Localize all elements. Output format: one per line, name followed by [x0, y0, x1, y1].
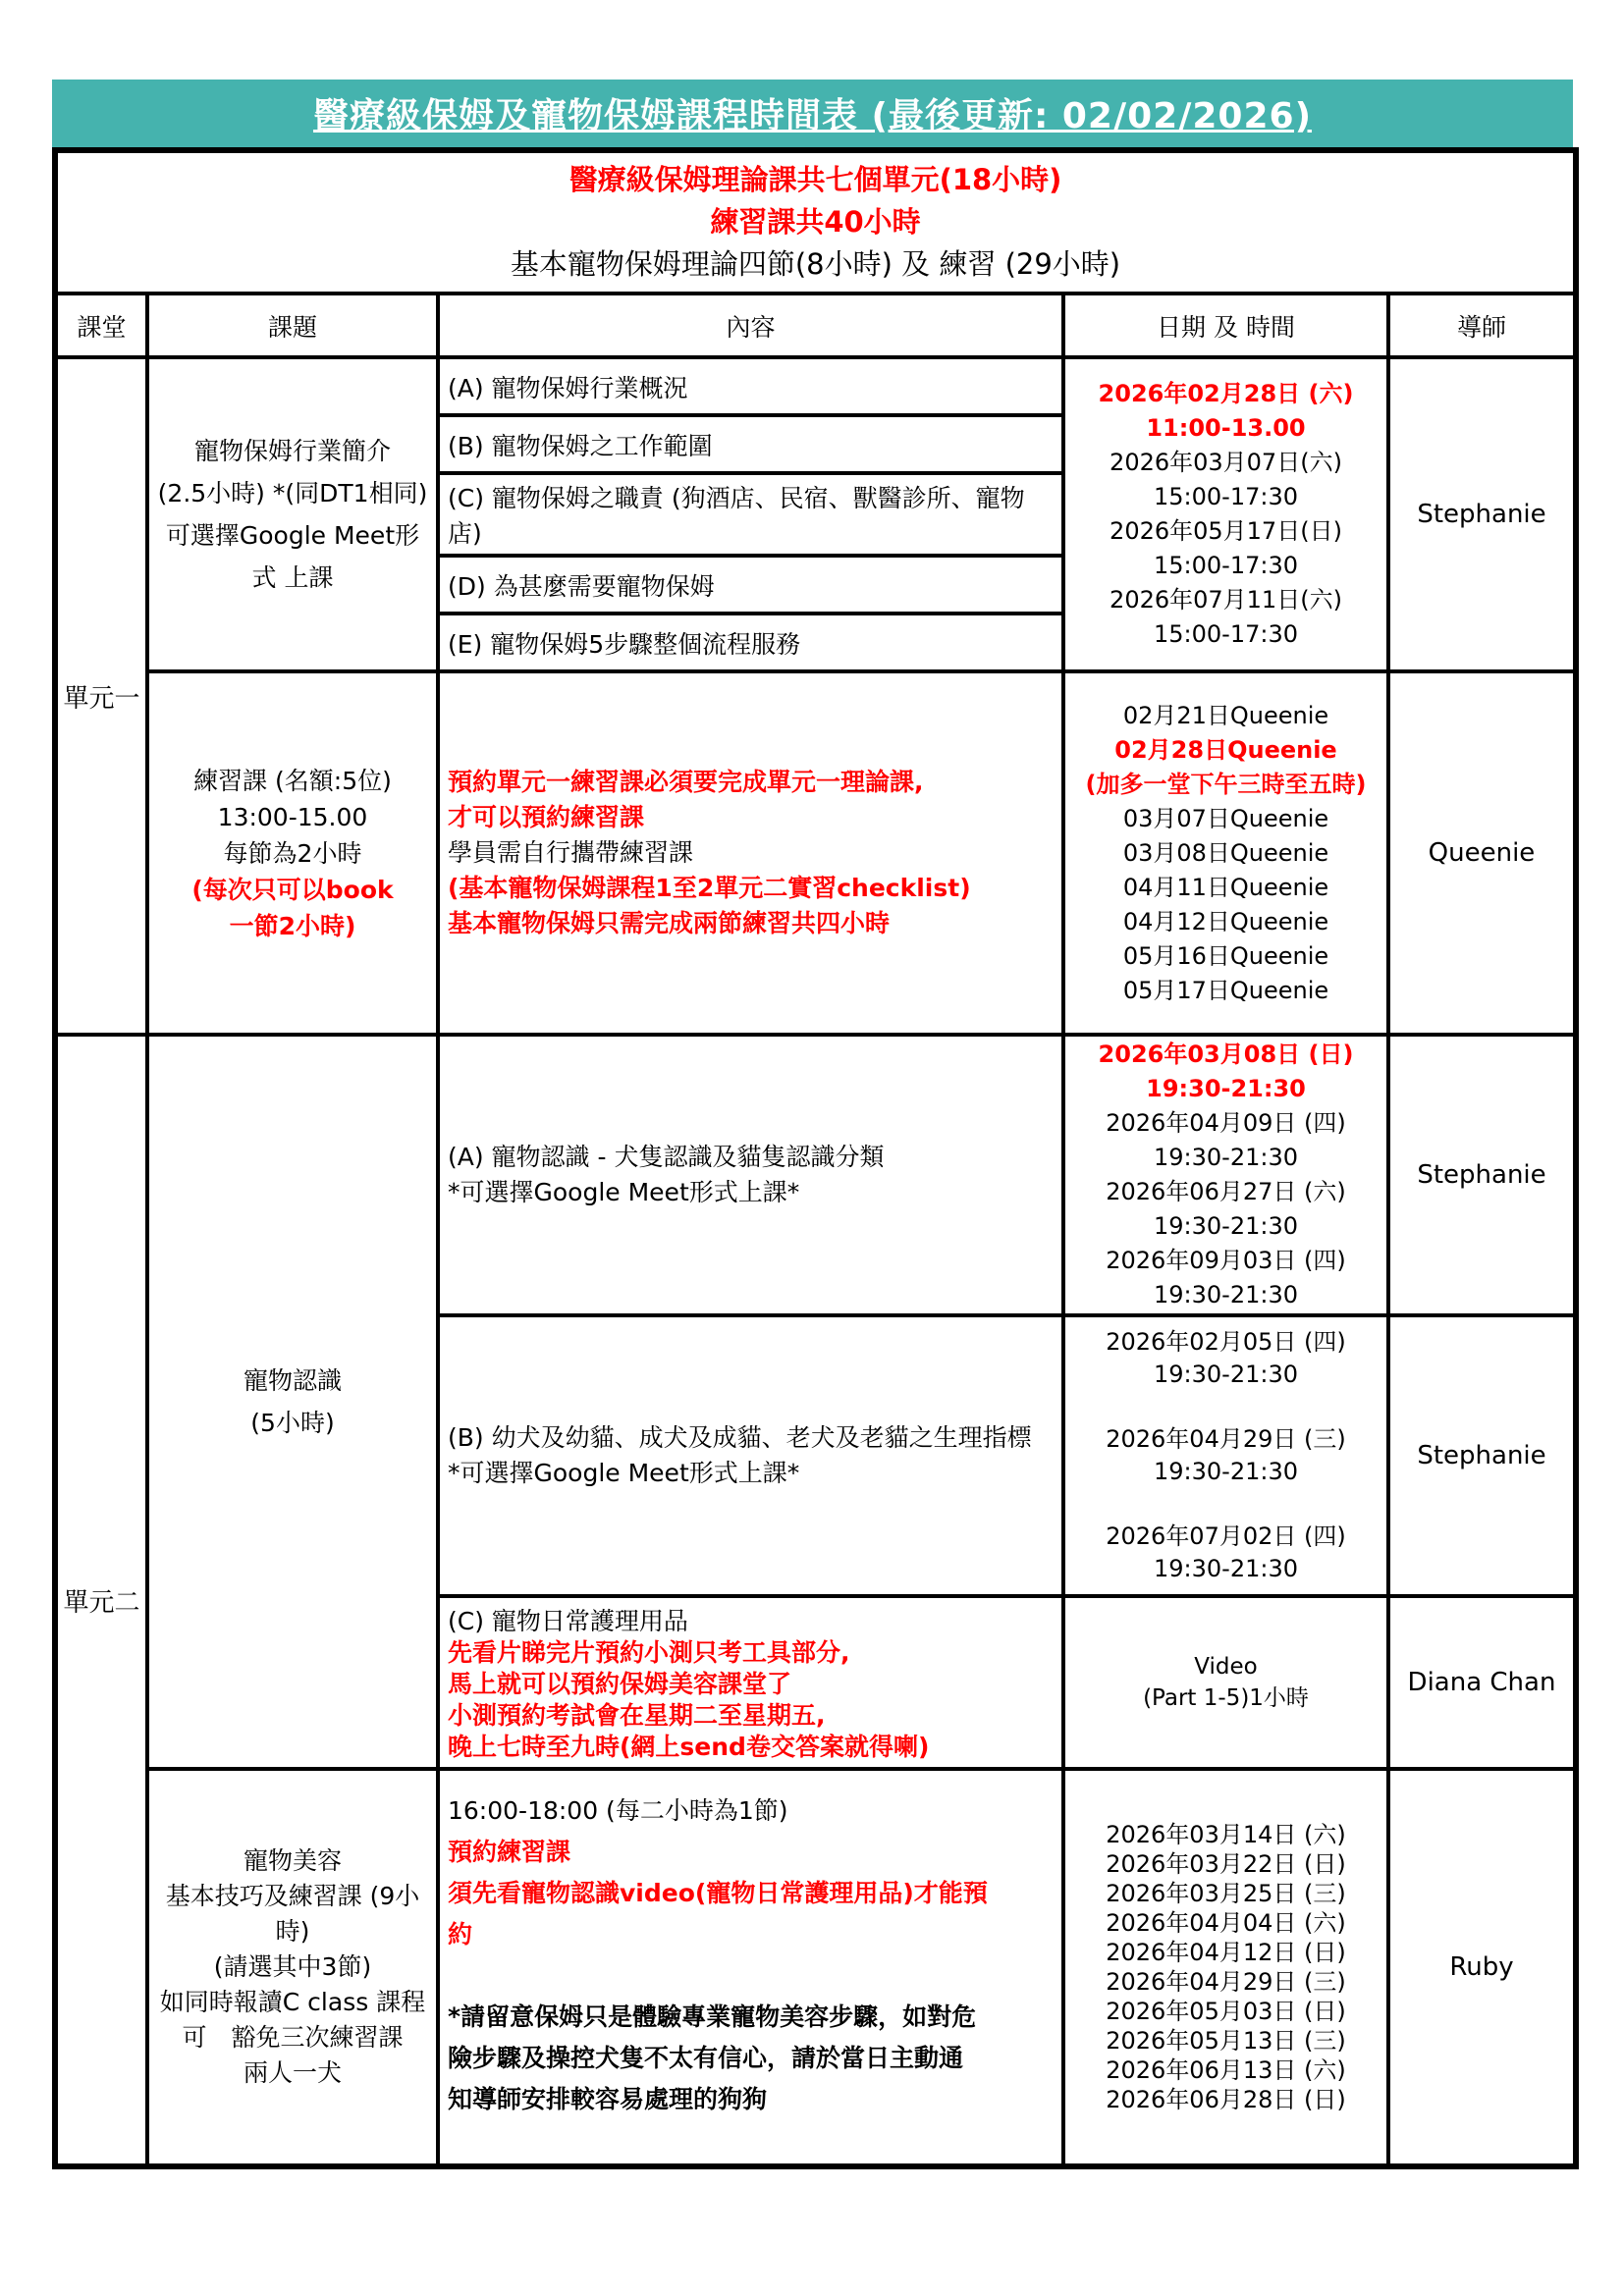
unit1-content-item-a: (A) 寵物保姆行業概況: [438, 357, 1063, 415]
unit1-theory-tutor-cell: Stephanie: [1388, 357, 1576, 671]
unit2-content-a-cell: (A) 寵物認識 - 犬隻認識及貓隻認識分類 *可選擇Google Meet形式上課*: [438, 1035, 1063, 1315]
unit1-practice-tutor-cell: Queenie: [1388, 671, 1576, 1035]
intro-row: [55, 150, 1576, 294]
unit2-label-cell: 單元二: [55, 1035, 147, 2166]
col-header-class: 課堂: [55, 294, 147, 357]
unit1-content-item-c: (C) 寵物保姆之職責 (狗酒店、民宿、獸醫診所、寵物店): [438, 473, 1063, 556]
unit1-theory-schedule-cell: 2026年02月28日 (六) 11:00-13.00 2026年03月07日(六) 15:00-17:30 2026年05月17日(日) 15:00-17:30 2026年07月11日(六) 15:00-17:30: [1063, 357, 1388, 671]
unit1-content-item-d: (D) 為甚麼需要寵物保姆: [438, 556, 1063, 614]
course-schedule-table: [52, 147, 1579, 2169]
unit1-theory-row-a: [55, 357, 1576, 415]
unit2-grooming-schedule-cell: 2026年03月14日 (六) 2026年03月22日 (日) 2026年03月25日 (三) 2026年04月04日 (六) 2026年04月12日 (日) 2026年04月29日 (三) 2026年05月03日 (日) 2026年05月13日 (三) 2026年06月13日 (六) 2026年06月28日 (日): [1063, 1769, 1388, 2166]
unit2-content-c-cell: (C) 寵物日常護理用品 先看片睇完片預約小測只考工具部分, 馬上就可以預約保姆美容課堂了 小測預約考試會在星期二至星期五, 晚上七時至九時(網上send卷交答案就得喇): [438, 1596, 1063, 1769]
unit1-practice-content-cell: 預約單元一練習課必須要完成單元一理論課, 才可以預約練習課 學員需自行攜帶練習課 (基本寵物保姆課程1至2單元二實習checklist) 基本寵物保姆只需完成兩節練習共四小時: [438, 671, 1063, 1035]
header-row: [55, 294, 1576, 357]
unit2-content-b-cell: (B) 幼犬及幼貓、成犬及成貓、老犬及老貓之生理指標 *可選擇Google Meet形式上課*: [438, 1315, 1063, 1596]
unit1-content-item-b: (B) 寵物保姆之工作範圍: [438, 415, 1063, 473]
unit2-grooming-content-cell: 16:00-18:00 (每二小時為1節) 預約練習課 須先看寵物認識video(寵物日常護理用品)才能預 約 *請留意保姆只是體驗專業寵物美容步驟，如對危 險步驟及操控犬隻不太有信心，請於當日主動通 知導師安排較容易處理的狗狗: [438, 1769, 1063, 2166]
unit1-theory-topic-cell: 寵物保姆行業簡介 (2.5小時) *(同DT1相同) 可選擇Google Meet形 式 上課: [147, 357, 438, 671]
unit1-content-item-e: (E) 寵物保姆5步驟整個流程服務: [438, 614, 1063, 671]
page-title: 醫療級保姆及寵物保姆課程時間表 (最後更新: 02/02/2026): [312, 96, 1313, 136]
unit1-practice-schedule-cell: 02月21日Queenie 02月28日Queenie (加多一堂下午三時至五時) 03月07日Queenie 03月08日Queenie 04月11日Queenie 04月12日Queenie 05月16日Queenie 05月17日Queenie: [1063, 671, 1388, 1035]
unit1-label-cell: 單元一: [55, 357, 147, 1035]
unit2-schedule-a-cell: 2026年03月08日 (日) 19:30-21:30 2026年04月09日 (四) 19:30-21:30 2026年06月27日 (六) 19:30-21:30 2026年09月03日 (四) 19:30-21:30: [1063, 1035, 1388, 1315]
unit2-grooming-tutor-cell: Ruby: [1388, 1769, 1576, 2166]
unit1-practice-topic-cell: 練習課 (名額:5位) 13:00-15.00 每節為2小時 (每次只可以book 一節2小時): [147, 671, 438, 1035]
unit2-tutor-a-cell: Stephanie: [1388, 1035, 1576, 1315]
unit1-practice-row: [55, 671, 1576, 1035]
unit2-grooming-row: [55, 1769, 1576, 2166]
col-header-date: 日期 及 時間: [1063, 294, 1388, 357]
unit2-recognition-topic-cell: 寵物認識 (5小時): [147, 1035, 438, 1769]
col-header-topic: 課題: [147, 294, 438, 357]
unit2-tutor-b-cell: Stephanie: [1388, 1315, 1576, 1596]
col-header-tutor: 導師: [1388, 294, 1576, 357]
unit2-tutor-c-cell: Diana Chan: [1388, 1596, 1576, 1769]
intro-summary-cell: 醫療級保姆理論課共七個單元(18小時) 練習課共40小時 基本寵物保姆理論四節(8小時) 及 練習 (29小時): [55, 150, 1576, 294]
unit2-row-a: [55, 1035, 1576, 1315]
unit2-schedule-b-cell: 2026年02月05日 (四) 19:30-21:30 2026年04月29日 (三) 19:30-21:30 2026年07月02日 (四) 19:30-21:30: [1063, 1315, 1388, 1596]
title-banner: [52, 80, 1573, 147]
unit2-schedule-c-cell: Video (Part 1-5)1小時: [1063, 1596, 1388, 1769]
unit2-grooming-topic-cell: 寵物美容 基本技巧及練習課 (9小 時) (請選其中3節) 如同時報讀C class 課程 可 豁免三次練習課 兩人一犬: [147, 1769, 438, 2166]
col-header-content: 內容: [438, 294, 1063, 357]
